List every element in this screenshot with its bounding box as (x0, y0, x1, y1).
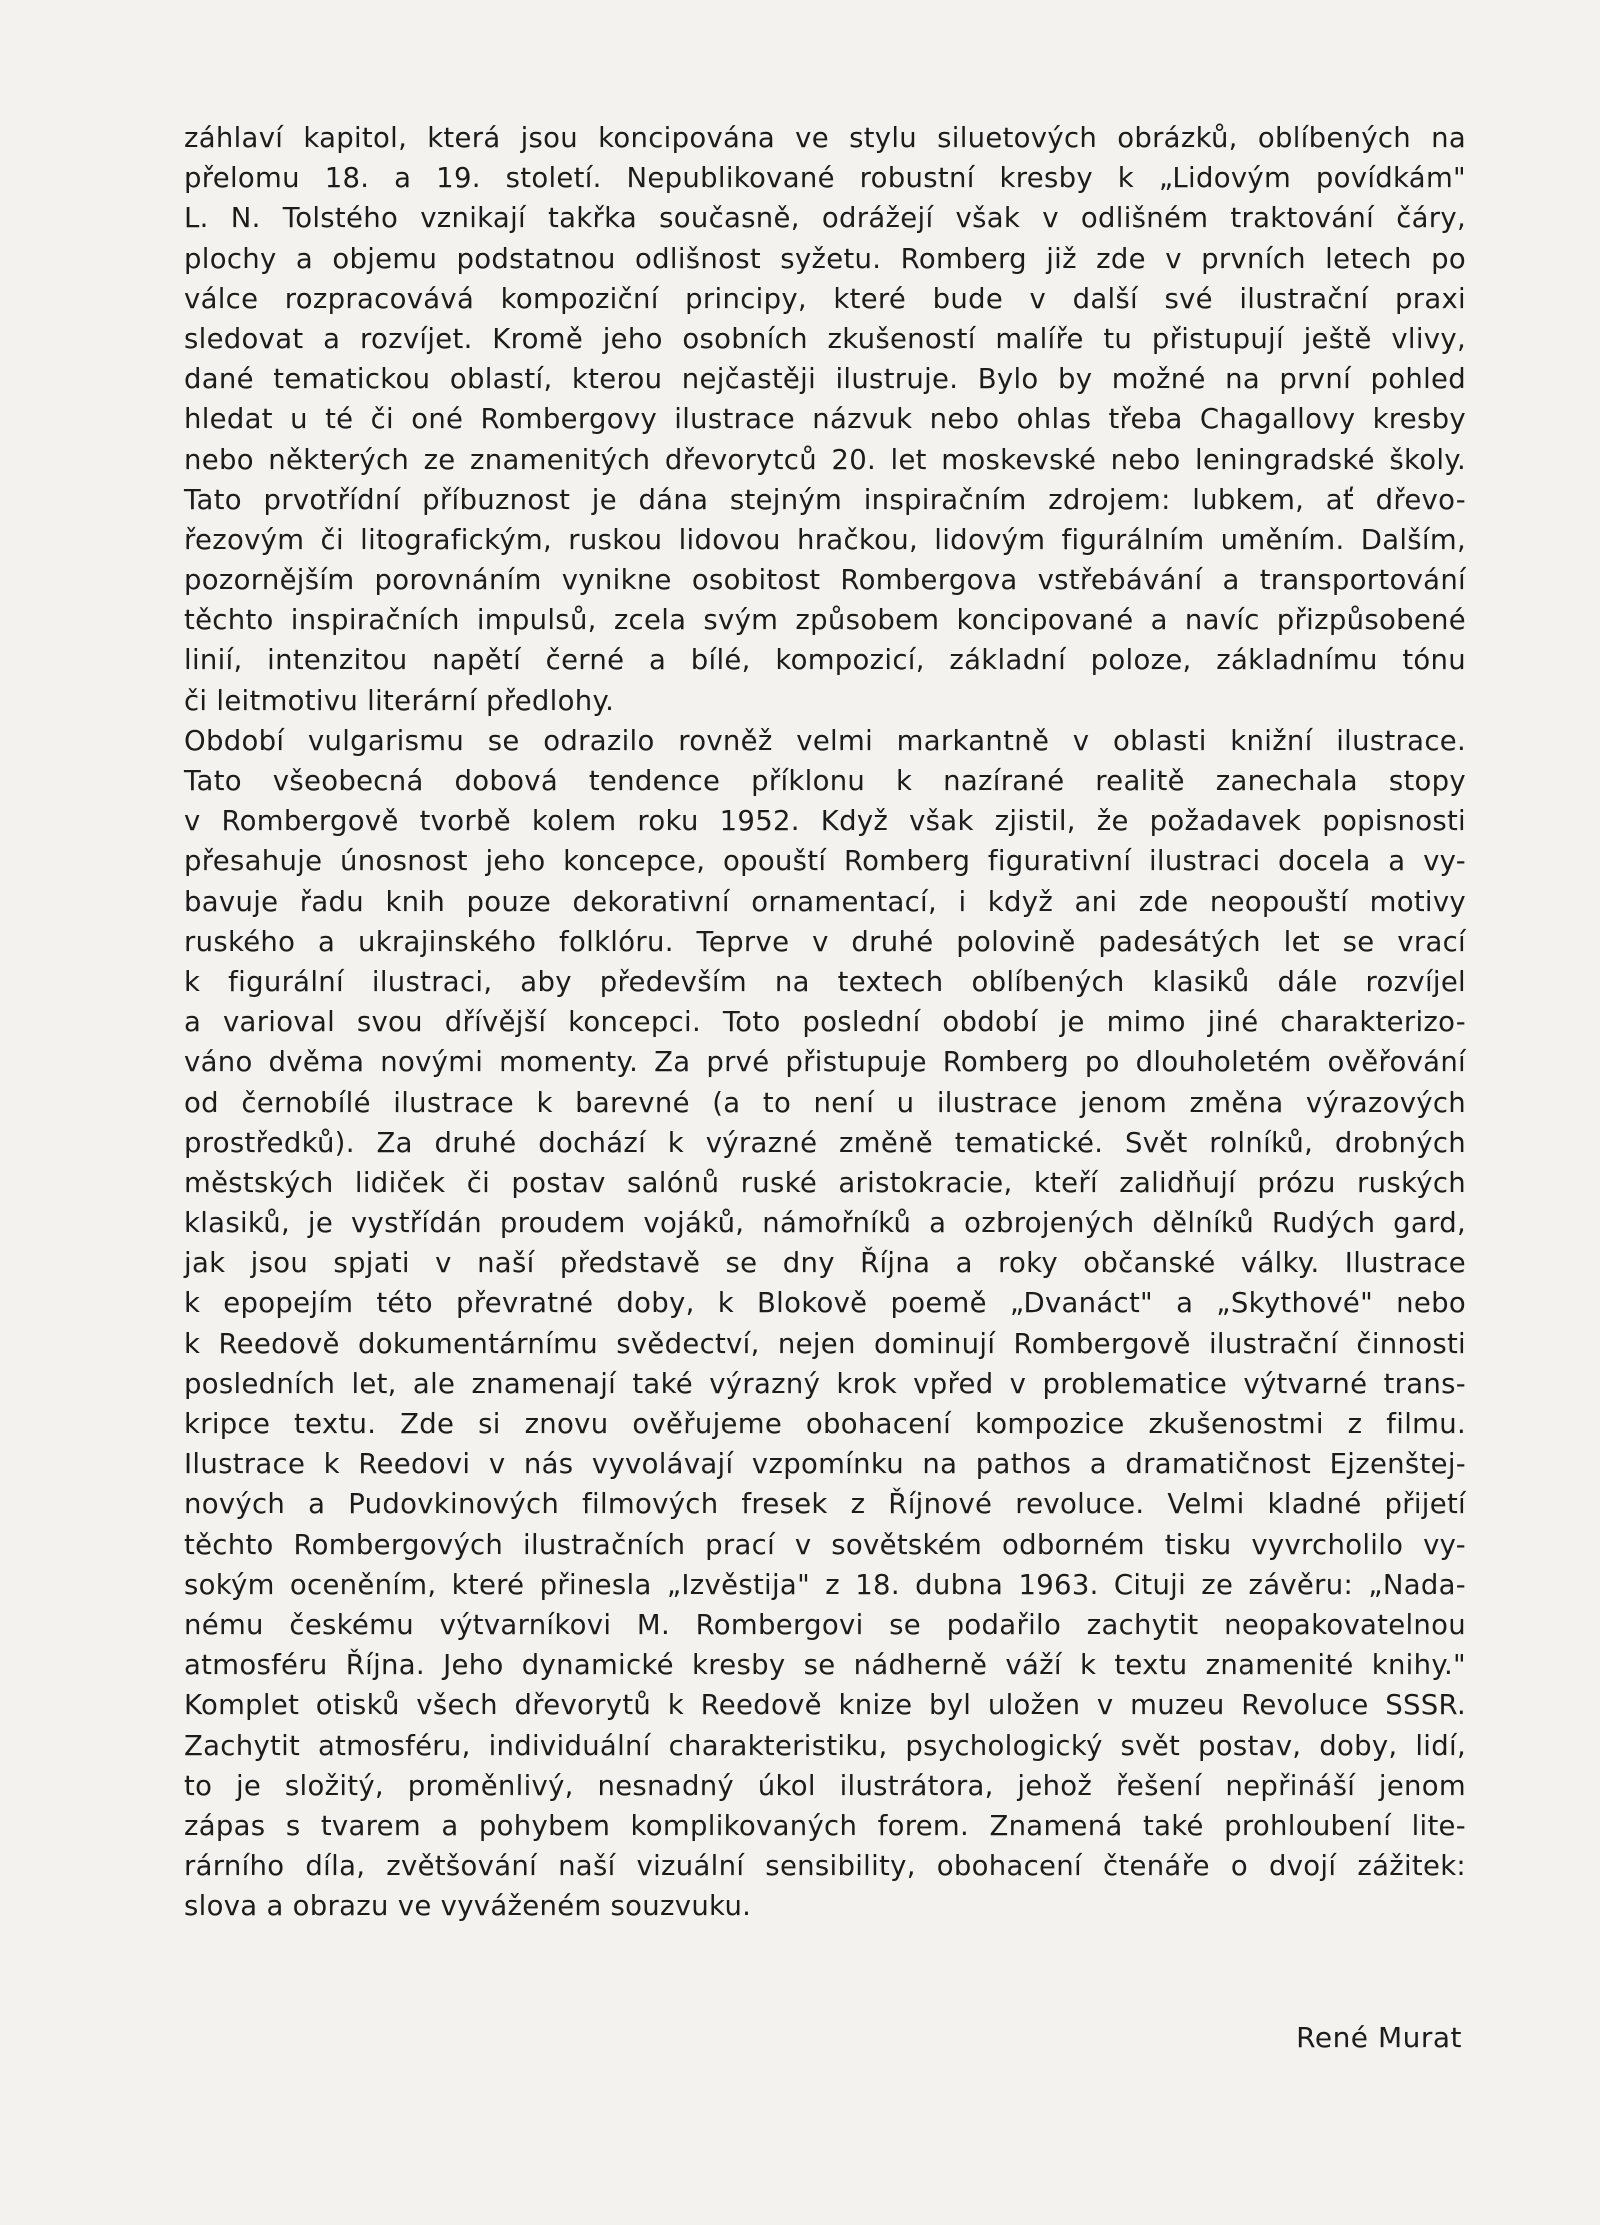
text-line: váno dvěma novými momenty. Za prvé přistupuje Romberg po dlouholetém ověřování (184, 1046, 1466, 1079)
text-line: Tato všeobecná dobová tendence příklonu k nazírané realitě zanechala stopy (184, 765, 1466, 797)
text-line: nových a Pudovkinových filmových fresek z Říjnové revoluce. Velmi kladné přijetí (184, 1488, 1466, 1521)
text-line: prostředků). Za druhé dochází k výrazné změně tematické. Svět rolníků, drobných (184, 1126, 1466, 1159)
text-line: zápas s tvarem a pohybem komplikovaných forem. Znamená také prohloubení lite- (184, 1809, 1466, 1842)
author-signature: René Murat (1296, 2021, 1462, 2054)
text-line: záhlaví kapitol, která jsou koncipována ve stylu siluetových obrázků, oblíbených na (184, 122, 1466, 154)
text-line: nému českému výtvarníkovi M. Rombergovi se podařilo zachytit neopakovatelnou (184, 1608, 1466, 1641)
text-line: rárního díla, zvětšování naší vizuální sensibility, obohacení čtenáře o dvojí zážitek: (184, 1850, 1466, 1883)
text-line: přesahuje únosnost jeho koncepce, opouští Romberg figurativní ilustraci docela a vy- (184, 845, 1466, 878)
text-line: ruského a ukrajinského folklóru. Teprve v druhé polovině padesátých let se vrací (184, 925, 1466, 958)
text-line: sokým oceněním, které přinesla „Izvěstija" z 18. dubna 1963. Cituji ze závěru: „Nada- (184, 1568, 1466, 1601)
text-line: pozornějším porovnáním vynikne osobitost Rombergova vstřebávání a transportování (184, 564, 1466, 597)
text-line: válce rozpracovává kompoziční principy, které bude v další své ilustrační praxi (184, 282, 1466, 315)
text-line: dané tematickou oblastí, kterou nejčastěji ilustruje. Bylo by možné na první pohled (184, 363, 1466, 396)
text-line: hledat u té či oné Rombergovy ilustrace názvuk nebo ohlas třeba Chagallovy kresby (184, 403, 1466, 436)
text-line: jak jsou spjati v naší představě se dny Října a roky občanské války. Ilustrace (184, 1247, 1466, 1280)
text-line: v Rombergově tvorbě kolem roku 1952. Když však zjistil, že požadavek popisnosti (184, 805, 1466, 838)
text-line: slova a obrazu ve vyváženém souzvuku. (184, 1890, 752, 1923)
text-line: Období vulgarismu se odrazilo rovněž velmi markantně v oblasti knižní ilustrace. (184, 724, 1466, 757)
text-line: k epopejím této převratné doby, k Blokově poemě „Dvanáct" a „Skythové" nebo (184, 1287, 1466, 1320)
text-line: L. N. Tolstého vznikají takřka současně, odrážejí však v odlišném traktování čáry, (184, 202, 1466, 235)
text-line: klasiků, je vystřídán proudem vojáků, námořníků a ozbrojených dělníků Rudých gard, (184, 1207, 1466, 1240)
text-line: řezovým či litografickým, ruskou lidovou hračkou, lidovým figurálním uměním. Dalším, (184, 523, 1466, 556)
text-line: či leitmotivu literární předlohy. (184, 684, 615, 717)
text-line: kripce textu. Zde si znovu ověřujeme obohacení kompozice zkušenostmi z filmu. (184, 1408, 1466, 1440)
text-line: městských lidiček či postav salónů ruské aristokracie, kteří zalidňují prózu ruských (184, 1166, 1466, 1199)
text-line: to je složitý, proměnlivý, nesnadný úkol ilustrátora, jehož řešení nepřináší jenom (184, 1769, 1466, 1802)
text-line: posledních let, ale znamenají také výrazný krok vpřed v problematice výtvarné trans- (184, 1367, 1466, 1400)
text-line: Zachytit atmosféru, individuální charakteristiku, psychologický svět postav, doby, lidí, (184, 1729, 1466, 1762)
article-body (184, 118, 1466, 1926)
text-line: plochy a objemu podstatnou odlišnost syžetu. Romberg již zde v prvních letech po (184, 242, 1466, 275)
text-line: k Reedově dokumentárnímu svědectví, nejen dominují Rombergově ilustrační činnosti (184, 1327, 1466, 1360)
text-line: bavuje řadu knih pouze dekorativní ornamentací, i když ani zde neopouští motivy (184, 885, 1466, 918)
text-line: těchto Rombergových ilustračních prací v sovětském odborném tisku vyvrcholilo vy- (184, 1528, 1466, 1561)
text-line: těchto inspiračních impulsů, zcela svým způsobem koncipované a navíc přizpůsobené (184, 604, 1466, 637)
text-line: a varioval svou dřívější koncepci. Toto poslední období je mimo jiné charakterizo- (184, 1006, 1466, 1039)
text-line: atmosféru Října. Jeho dynamické kresby se nádherně váží k textu znamenité knihy." (184, 1649, 1466, 1682)
text-line: nebo některých ze znamenitých dřevorytců 20. let moskevské nebo leningradské školy. (184, 443, 1466, 476)
text-line: k figurální ilustraci, aby především na textech oblíbených klasiků dále rozvíjel (184, 965, 1466, 998)
text-line: linií, intenzitou napětí černé a bílé, kompozicí, základní poloze, základnímu tónu (184, 644, 1466, 677)
text-line: od černobílé ilustrace k barevné (a to není u ilustrace jenom změna výrazových (184, 1086, 1466, 1119)
text-line: Tato prvotřídní příbuznost je dána stejným inspiračním zdrojem: lubkem, ať dřevo- (184, 483, 1466, 516)
text-line: Komplet otisků všech dřevorytů k Reedově knize byl uložen v muzeu Revoluce SSSR. (184, 1689, 1466, 1722)
text-line: sledovat a rozvíjet. Kromě jeho osobních zkušeností malíře tu přistupují ještě vlivy, (184, 322, 1466, 355)
text-line: Ilustrace k Reedovi v nás vyvolávají vzpomínku na pathos a dramatičnost Ejzenštej- (184, 1448, 1466, 1481)
text-line: přelomu 18. a 19. století. Nepublikované robustní kresby k „Lidovým povídkám" (184, 162, 1466, 195)
